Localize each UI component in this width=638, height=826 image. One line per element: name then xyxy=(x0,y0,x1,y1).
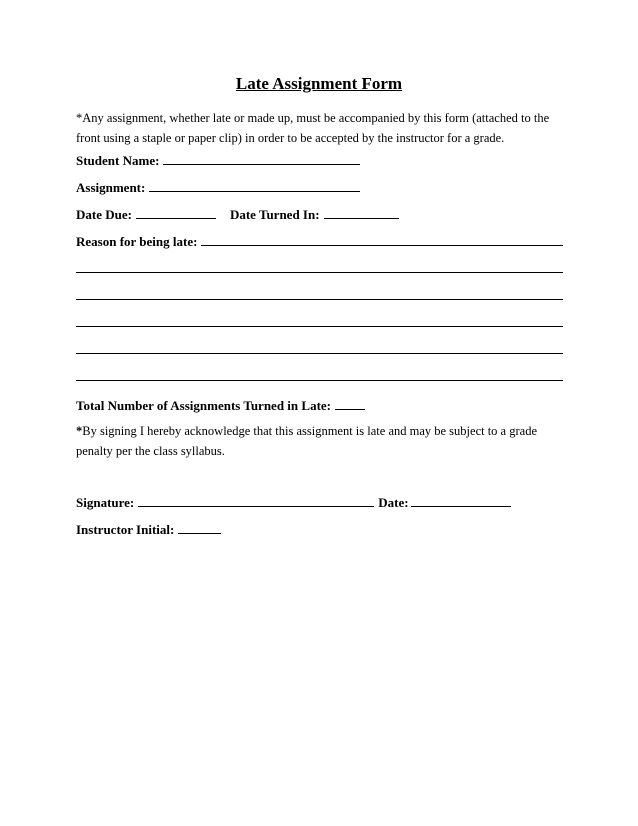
dates-row xyxy=(76,205,399,223)
date-label: Date: xyxy=(378,495,409,510)
instructor-initial-row xyxy=(76,520,221,538)
signature-field[interactable] xyxy=(138,493,374,507)
instructor-initial-label: Instructor Initial: xyxy=(76,522,175,537)
student-name-label: Student Name: xyxy=(76,153,160,168)
date-field[interactable] xyxy=(411,493,511,507)
date-turned-in-field[interactable] xyxy=(324,205,399,219)
student-name-field[interactable] xyxy=(163,151,360,165)
total-late-label: Total Number of Assignments Turned in Late: xyxy=(76,398,331,413)
reason-continuation-line[interactable] xyxy=(76,299,563,300)
form-title: Late Assignment Form xyxy=(235,74,403,93)
reason-continuation-line[interactable] xyxy=(76,272,563,273)
acknowledgement-asterisk: * xyxy=(76,424,83,438)
instructor-initial-field[interactable] xyxy=(178,520,221,534)
assignment-field[interactable] xyxy=(149,178,360,192)
signature-label: Signature: xyxy=(76,495,135,510)
date-turned-in-label: Date Turned In: xyxy=(229,207,320,222)
assignment-label: Assignment: xyxy=(76,180,146,195)
date-due-label: Date Due: xyxy=(76,207,132,222)
acknowledgement-body: By signing I hereby acknowledge that this assignment is late and may be subject to a grade penalty per the class syllabus. xyxy=(76,424,537,458)
total-late-row xyxy=(76,396,365,414)
acknowledgement-text xyxy=(76,421,566,461)
reason-row xyxy=(76,232,563,250)
date-due-field[interactable] xyxy=(136,205,216,219)
signature-row xyxy=(76,493,511,511)
assignment-row xyxy=(76,178,360,196)
reason-continuation-line[interactable] xyxy=(76,353,563,354)
reason-label: Reason for being late: xyxy=(76,234,198,249)
total-late-field[interactable] xyxy=(335,396,365,410)
reason-continuation-line[interactable] xyxy=(76,326,563,327)
reason-field[interactable] xyxy=(201,232,563,246)
student-name-row xyxy=(76,151,360,169)
form-instructions: *Any assignment, whether late or made up, must be accompanied by this form (attached to the front using a staple or paper clip) in order to be accepted by the instructor for a grade. xyxy=(76,111,550,145)
reason-continuation-line[interactable] xyxy=(76,380,563,381)
